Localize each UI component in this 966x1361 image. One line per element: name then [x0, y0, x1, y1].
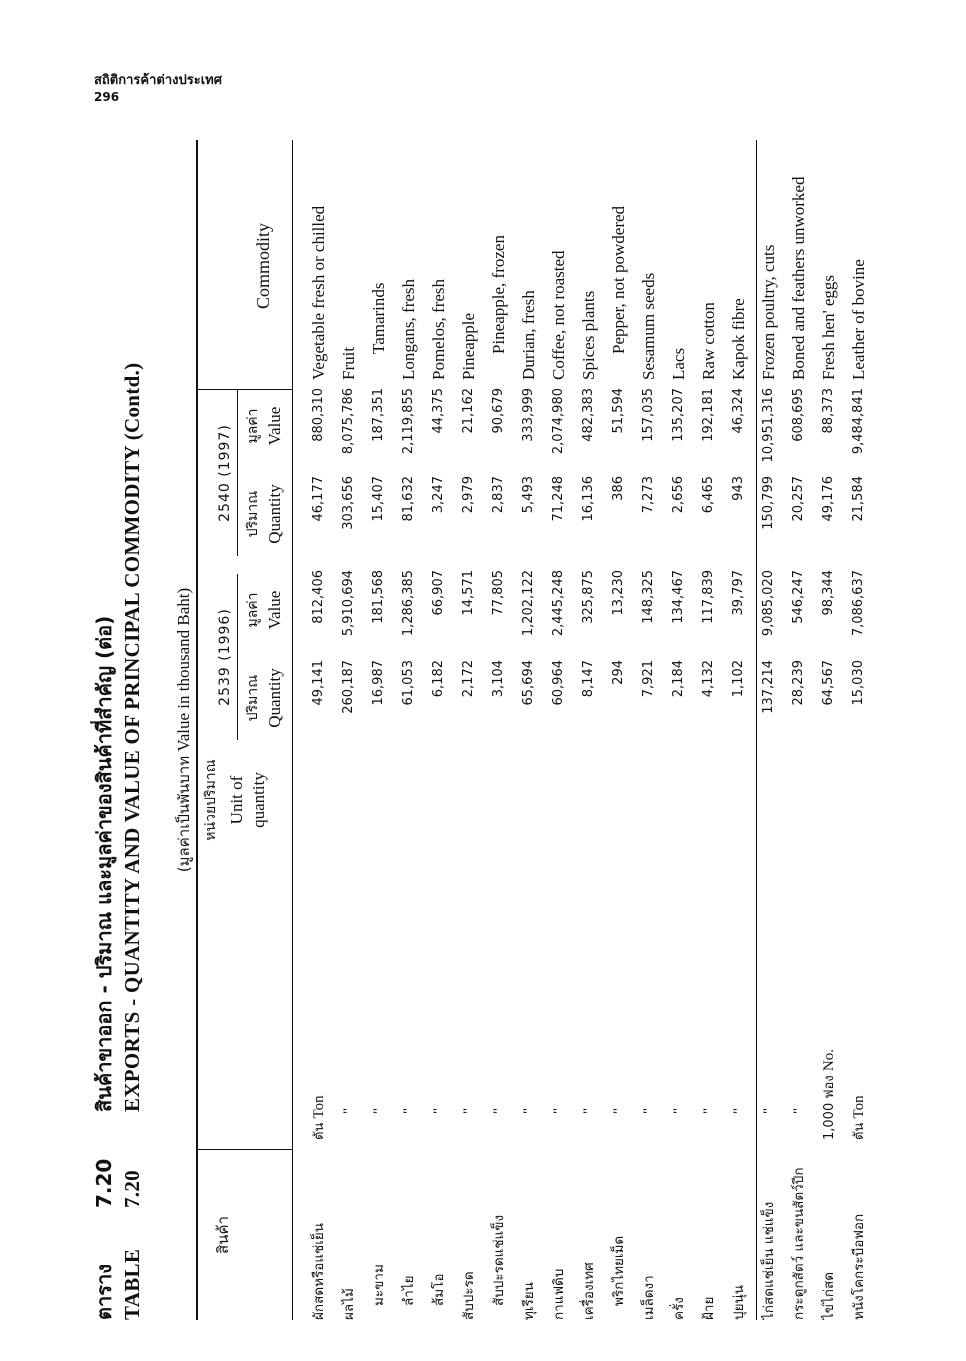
value-1996-cell: 812,406	[311, 570, 326, 624]
unit-english: "	[341, 1107, 357, 1114]
header-unit-en-2: quantity	[249, 772, 268, 828]
quantity-1996-cell: 61,053	[401, 660, 416, 706]
value-1996-cell: 1,202,122	[521, 570, 536, 637]
commodity-thai-cell: กาแฟดิบ	[551, 1268, 567, 1320]
unit-cell	[844, 858, 875, 1140]
commodity-english-cell: Pomelos, fresh	[429, 278, 448, 380]
quantity-1997-cell: 2,656	[671, 476, 686, 514]
header-bottom-rule	[292, 140, 293, 1320]
commodity-thai-cell: สับปะรดแช่แข็ง	[491, 1214, 507, 1306]
quantity-1996-cell: 6,182	[431, 660, 446, 698]
value-1997-cell: 44,375	[431, 388, 446, 434]
commodity-english-cell: Leather of bovine	[849, 259, 868, 380]
header-year-1996: 2539 (1996)	[217, 608, 233, 706]
quantity-1997-cell: 6,465	[701, 476, 716, 514]
header-quantity-en: Quantity	[265, 668, 284, 728]
value-1996-cell: 14,571	[461, 570, 476, 616]
title-th-text: สินค้าขาออก - ปริมาณ และมูลค่าของสินค้าที่สำคัญ (ต่อ)	[92, 615, 116, 1112]
unit-cell	[784, 832, 815, 1140]
header-quantity-thai: ปริมาณ	[245, 490, 261, 538]
value-1996-cell: 98,344	[821, 570, 836, 616]
unit-english: Ton	[851, 1095, 867, 1119]
commodity-thai-cell: ไก่สดแช่เย็น แช่แข็ง	[761, 1201, 777, 1320]
value-1996-cell: 117,839	[701, 570, 716, 624]
value-1997-cell: 608,695	[791, 388, 806, 442]
quantity-1997-cell: 2,979	[461, 476, 476, 514]
commodity-thai-cell: สับปะรด	[461, 1271, 477, 1320]
value-1997-cell: 192,181	[701, 388, 716, 442]
value-1997-cell: 482,383	[581, 388, 596, 442]
table-row	[754, 140, 784, 1320]
unit-english: No.	[821, 1049, 837, 1072]
table-title-thai	[88, 616, 120, 1320]
unit-english: "	[371, 1107, 387, 1114]
table-row	[724, 140, 754, 1320]
value-1996-cell: 2,445,248	[551, 570, 566, 637]
header-value-1996	[242, 570, 286, 650]
unit-cell	[754, 832, 785, 1140]
title-en-text: EXPORTS - QUANTITY AND VALUE OF PRINCIPAL COMMODITY (Contd.)	[120, 362, 144, 1112]
header-commodity-thai: สินค้า	[214, 1216, 232, 1254]
header-unit	[200, 746, 270, 854]
unit-english: "	[641, 1107, 657, 1114]
unit-english: "	[581, 1107, 597, 1114]
header-quantity-en: Quantity	[265, 484, 284, 544]
quantity-1996-cell: 2,172	[461, 660, 476, 698]
unit-english: "	[791, 1107, 807, 1114]
commodity-thai-cell: เมล็ดงา	[641, 1275, 657, 1320]
quantity-1996-cell: 60,964	[551, 660, 566, 706]
note-thai: (มูลค่าเป็นพันบาท	[175, 755, 193, 873]
value-1997-cell: 9,484,841	[851, 388, 866, 455]
commodity-english-cell: Fresh hen' eggs	[819, 274, 838, 380]
unit-thai: ตัน	[852, 1122, 867, 1140]
unit-english: "	[431, 1107, 447, 1114]
value-1996-cell: 66,907	[431, 570, 446, 616]
unit-thai: ตัน	[312, 1122, 327, 1140]
commodity-thai-cell: กระดูกสัตว์ และขนสัตว์ปีก	[791, 1167, 807, 1320]
unit-english: "	[701, 1107, 717, 1114]
quantity-1997-cell: 150,799	[761, 476, 776, 530]
value-1997-cell: 51,594	[611, 388, 626, 434]
table-row	[454, 140, 484, 1320]
commodity-thai-cell: ไข่ไก่สด	[821, 1272, 837, 1320]
unit-english: "	[521, 1107, 537, 1114]
header-top-rule	[196, 140, 198, 1320]
header-commodity-english: Commodity	[253, 223, 273, 310]
unit-cell	[364, 832, 395, 1140]
quantity-1997-cell: 943	[731, 476, 746, 501]
table-body	[304, 140, 874, 1320]
header-value-thai: มูลค่า	[245, 408, 261, 444]
table-title-english	[120, 363, 145, 1320]
value-1997-cell: 90,679	[491, 388, 506, 434]
commodity-thai-cell: ปุยนุ่น	[731, 1285, 747, 1320]
value-1996-cell: 9,085,020	[761, 570, 776, 637]
commodity-thai-cell: ส้มโอ	[431, 1273, 447, 1306]
unit-cell	[514, 832, 545, 1140]
value-1997-cell: 880,310	[311, 388, 326, 442]
unit-cell	[574, 832, 605, 1140]
unit-cell	[814, 858, 845, 1140]
table-row	[394, 140, 424, 1320]
unit-cell	[634, 832, 665, 1140]
value-1997-cell: 333,999	[521, 388, 536, 442]
unit-english: "	[551, 1107, 567, 1114]
rotated-table-block	[84, 130, 868, 1330]
table-row	[604, 140, 634, 1320]
header-left-divider	[196, 1149, 293, 1150]
commodity-english-cell: Kapok fibre	[729, 298, 748, 380]
value-1996-cell: 39,797	[731, 570, 746, 616]
title-th-number: 7.20	[92, 1158, 116, 1208]
unit-cell	[664, 832, 695, 1140]
header-quantity-1997	[242, 474, 286, 554]
commodity-english-cell: Fruit	[339, 346, 358, 380]
commodity-english-cell: Spices plants	[579, 290, 598, 380]
commodity-thai-cell: ฝ้าย	[701, 1296, 717, 1320]
value-1997-cell: 88,373	[821, 388, 836, 434]
unit-cell	[454, 832, 485, 1140]
unit-cell	[394, 832, 425, 1140]
quantity-1996-cell: 49,141	[311, 660, 326, 706]
value-1996-cell: 13,230	[611, 570, 626, 616]
value-1997-cell: 2,074,980	[551, 388, 566, 455]
running-head-title: สถิติการค้าต่างประเทศ	[94, 73, 222, 88]
commodity-english-cell: Vegetable fresh or chilled	[309, 205, 328, 380]
table-row	[484, 140, 514, 1320]
commodity-english-cell: Coffee, not roasted	[549, 250, 568, 380]
unit-english: "	[611, 1107, 627, 1114]
value-1997-cell: 10,951,316	[761, 388, 776, 463]
header-quantity-1996	[242, 658, 286, 738]
quantity-1997-cell: 20,257	[791, 476, 806, 522]
table-end-rule	[756, 140, 757, 1320]
header-value-en: Value	[265, 590, 284, 630]
quantity-1996-cell: 1,102	[731, 660, 746, 698]
quantity-1997-cell: 7,273	[641, 476, 656, 514]
commodity-english-cell: Pineapple	[459, 312, 478, 380]
unit-cell	[694, 832, 725, 1140]
title-en-label: TABLE	[120, 1248, 144, 1320]
commodity-english-cell: Frozen poultry, cuts	[759, 244, 778, 380]
table-row	[694, 140, 724, 1320]
year-1996-rule	[237, 574, 238, 740]
quantity-1996-cell: 137,214	[761, 660, 776, 714]
title-th-label: ตาราง	[92, 1264, 116, 1320]
unit-cell	[544, 832, 575, 1140]
table-row	[544, 140, 574, 1320]
quantity-1996-cell: 8,147	[581, 660, 596, 698]
commodity-english-cell: Longans, fresh	[399, 278, 418, 380]
unit-english: Ton	[311, 1095, 327, 1119]
table-row	[364, 140, 394, 1320]
quantity-1997-cell: 81,632	[401, 476, 416, 522]
quantity-1997-cell: 2,837	[491, 476, 506, 514]
unit-english: "	[491, 1107, 507, 1114]
unit-english: "	[761, 1107, 777, 1114]
table-row	[844, 140, 874, 1320]
value-1996-cell: 7,086,637	[851, 570, 866, 637]
value-1997-cell: 21,162	[461, 388, 476, 434]
unit-cell	[334, 832, 365, 1140]
quantity-1996-cell: 28,239	[791, 660, 806, 706]
header-unit-thai: หน่วยปริมาณ	[203, 759, 219, 841]
value-1996-cell: 148,325	[641, 570, 656, 624]
page-number: 296	[94, 90, 120, 104]
quantity-1997-cell: 15,407	[371, 476, 386, 522]
commodity-english-cell: Raw cotton	[699, 302, 718, 380]
unit-english: "	[461, 1107, 477, 1114]
unit-english: "	[671, 1107, 687, 1114]
unit-thai: 1,000 ฟอง	[822, 1075, 837, 1140]
commodity-english-cell: Tamarinds	[369, 282, 388, 354]
running-head	[94, 72, 222, 106]
note-english: Value in thousand Baht)	[174, 587, 193, 752]
value-1996-cell: 5,910,694	[341, 570, 356, 637]
quantity-1996-cell: 294	[611, 660, 626, 685]
value-1996-cell: 1,286,385	[401, 570, 416, 637]
unit-english: "	[731, 1107, 747, 1114]
unit-cell	[604, 832, 635, 1140]
table-row	[334, 140, 364, 1320]
commodity-english-cell: Pineapple, frozen	[489, 235, 508, 354]
quantity-1996-cell: 16,987	[371, 660, 386, 706]
commodity-thai-cell: ผลไม้	[341, 1288, 357, 1320]
quantity-1996-cell: 15,030	[851, 660, 866, 706]
commodity-thai-cell: มะขาม	[371, 1264, 387, 1306]
unit-cell	[304, 858, 335, 1140]
quantity-1997-cell: 46,177	[311, 476, 326, 522]
quantity-1996-cell: 64,567	[821, 660, 836, 706]
value-1997-cell: 157,035	[641, 388, 656, 442]
quantity-1997-cell: 3,247	[431, 476, 446, 514]
commodity-thai-cell: ครั่ง	[671, 1297, 687, 1320]
header-value-1997	[242, 386, 286, 466]
quantity-1997-cell: 386	[611, 476, 626, 501]
quantity-1996-cell: 7,921	[641, 660, 656, 698]
value-1997-cell: 8,075,786	[341, 388, 356, 455]
commodity-english-cell: Boned and feathers unworked	[789, 176, 808, 380]
header-value-en: Value	[265, 406, 284, 446]
table-row	[814, 140, 844, 1320]
value-1997-cell: 187,351	[371, 388, 386, 442]
quantity-1997-cell: 21,584	[851, 476, 866, 522]
value-1997-cell: 46,324	[731, 388, 746, 434]
value-1997-cell: 2,119,855	[401, 388, 416, 455]
commodity-english-cell: Pepper, not powdered	[609, 205, 628, 354]
quantity-1996-cell: 3,104	[491, 660, 506, 698]
header-value-thai: มูลค่า	[245, 592, 261, 628]
quantity-1996-cell: 4,132	[701, 660, 716, 698]
quantity-1996-cell: 260,187	[341, 660, 356, 714]
unit-english: "	[401, 1107, 417, 1114]
value-1996-cell: 77,805	[491, 570, 506, 616]
commodity-thai-cell: ทุเรียน	[521, 1282, 537, 1320]
title-en-number: 7.20	[120, 1170, 144, 1208]
quantity-1996-cell: 65,694	[521, 660, 536, 706]
commodity-english-cell: Lacs	[669, 347, 688, 380]
header-year-1997: 2540 (1997)	[217, 424, 233, 522]
commodity-thai-cell: ลำไย	[401, 1275, 417, 1306]
quantity-1996-cell: 2,184	[671, 660, 686, 698]
value-1996-cell: 181,568	[371, 570, 386, 624]
unit-cell	[484, 832, 515, 1140]
quantity-1997-cell: 16,136	[581, 476, 596, 522]
value-1996-cell: 134,467	[671, 570, 686, 624]
table-row	[424, 140, 454, 1320]
commodity-english-cell: Durian, fresh	[519, 290, 538, 380]
table-row	[304, 140, 334, 1320]
commodity-thai-cell: หนังโคกระบือฟอก	[851, 1213, 867, 1320]
commodity-thai-cell: เครื่องเทศ	[581, 1262, 597, 1320]
table-row	[784, 140, 814, 1320]
header-quantity-thai: ปริมาณ	[245, 674, 261, 722]
table-row	[514, 140, 544, 1320]
value-1997-cell: 135,207	[671, 388, 686, 442]
header-unit-en-1: Unit of	[227, 775, 246, 825]
value-1996-cell: 546,247	[791, 570, 806, 624]
unit-cell	[424, 832, 455, 1140]
quantity-1997-cell: 71,248	[551, 476, 566, 522]
value-1996-cell: 325,875	[581, 570, 596, 624]
table-row	[664, 140, 694, 1320]
quantity-1997-cell: 303,656	[341, 476, 356, 530]
table-row	[634, 140, 664, 1320]
table-row	[574, 140, 604, 1320]
quantity-1997-cell: 49,176	[821, 476, 836, 522]
commodity-english-cell: Sesamum seeds	[639, 272, 658, 380]
quantity-1997-cell: 5,493	[521, 476, 536, 514]
year-1997-rule	[237, 390, 238, 556]
commodity-thai-cell: พริกไทยเม็ด	[611, 1235, 627, 1306]
value-unit-note	[172, 130, 196, 1330]
commodity-thai-cell: ผักสดหรือแช่เย็น	[311, 1223, 327, 1320]
unit-cell	[724, 832, 755, 1140]
